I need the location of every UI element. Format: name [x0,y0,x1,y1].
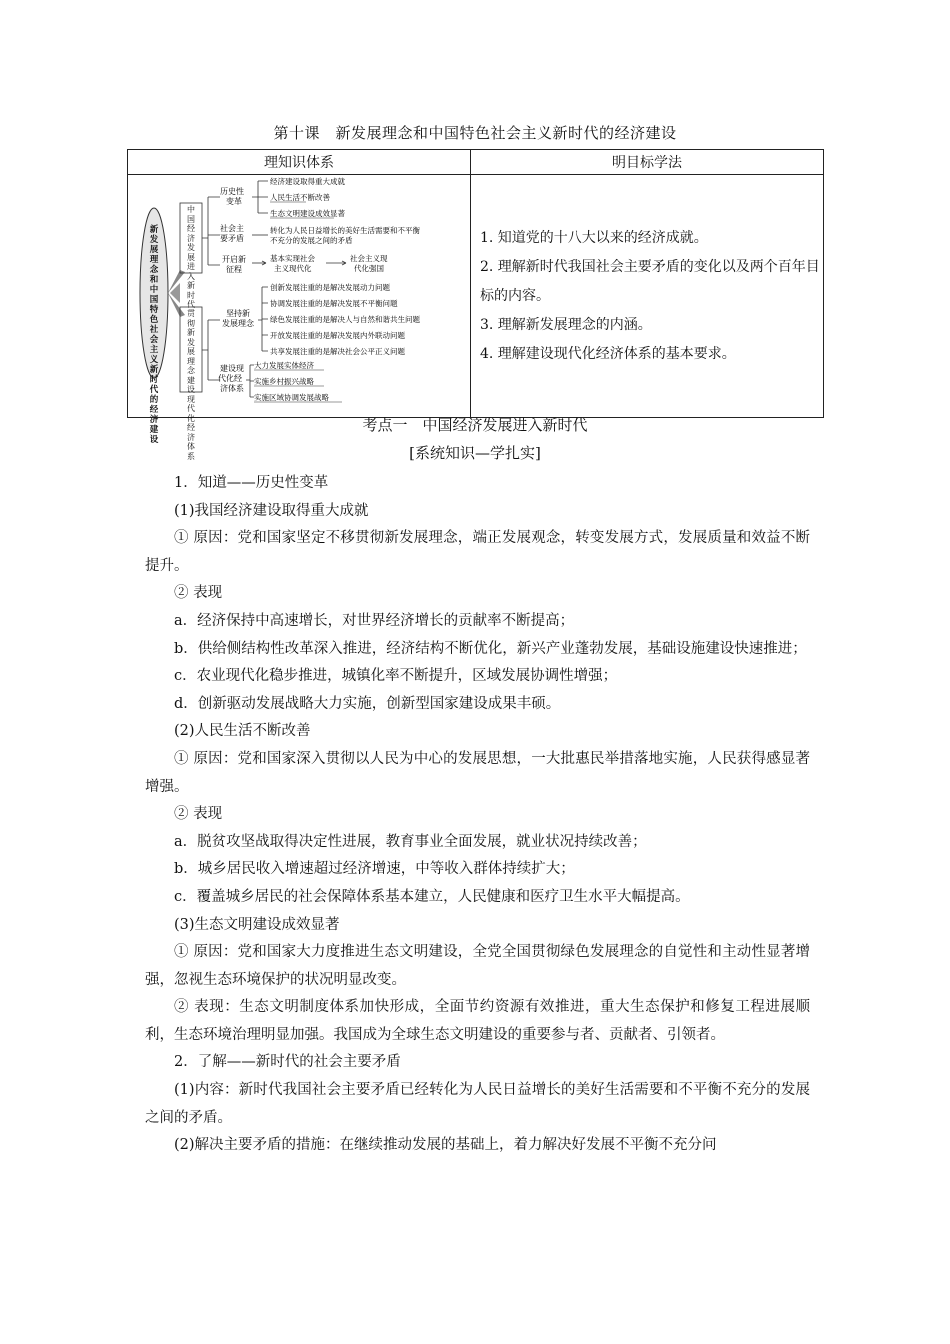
node-conflict-1: 社会主 [220,224,244,233]
hist-leaf-2: 人民生活不断改善 [270,193,330,202]
idea-leaf-1: 创新发展注重的是解决发展动力问题 [270,283,390,292]
paragraph: (2)人民生活不断改善 [174,723,311,740]
node-idea-1: 坚持新 [226,309,250,318]
idea-leaf-5: 共享发展注重的是解决社会公平正义问题 [270,347,405,356]
mind-map-cell [128,175,471,461]
paragraph: 2．了解——新时代的社会主要矛盾 [174,1054,401,1071]
goal-1: 1. 知道党的十八大以来的经济成就。 [480,229,708,246]
new-leaf-2: 主义现代化 [274,264,312,273]
section-heading: 考点一 中国经济发展进入新时代 [362,416,588,434]
node-new-2: 征程 [226,265,242,274]
idea-leaf-3: 绿色发展注重的是解决人与自然和谐共生问题 [270,315,420,324]
goals-cell [471,175,824,418]
paragraph: ① 原因：党和国家大力度推进生态文明建设，全党全国贯彻绿色发展理念的自觉性和主动性显著增强，忽视生态环境保护的状况明显改变。 [145,944,810,988]
new-leaf-4: 代化强国 [354,264,384,273]
system-leaf-1: 大力发展实体经济 [254,361,314,370]
paragraph: b．城乡居民收入增速超过经济增速，中等收入群体持续扩大； [174,861,575,878]
paragraph: (1)内容：新时代我国社会主要矛盾已经转化为人民日益增长的美好生活需要和不平衡不充分的发展之间的矛盾。 [145,1082,810,1126]
node-history-1: 历史性 [220,187,244,196]
idea-leaf-4: 开放发展注重的是解决发展内外联动问题 [270,331,405,340]
hist-leaf-1: 经济建设取得重大成就 [270,177,345,186]
node-idea-2: 发展理念 [222,319,254,328]
branch1-label: 中国经济发展进入新时代 [187,205,195,309]
paragraph: ① 原因：党和国家坚定不移贯彻新发展理念，端正发展观念，转变发展方式，发展质量和效益不断提升。 [145,530,810,574]
paragraph: ② 表现 [174,806,223,823]
paragraph: c．覆盖城乡居民的社会保障体系基本建立，人民健康和医疗卫生水平大幅提高。 [174,888,690,905]
paragraph: ② 表现：生态文明制度体系加快形成，全面节约资源有效推进，重大生态保护和修复工程进展顺利，生态环境治理明显加强。我国成为全球生态文明建设的重要参与者、贡献者、引领者。 [145,999,810,1043]
new-leaf-3: 社会主义现 [350,254,388,263]
idea-leaf-2: 协调发展注重的是解决发展不平衡问题 [270,299,398,308]
branch2-label: 贯彻新发展理念建设现代化经济体系 [187,309,195,461]
node-system-3: 济体系 [220,384,244,393]
system-leaf-2: 实施乡村振兴战略 [254,377,314,386]
paragraph: a．经济保持中高速增长，对世界经济增长的贡献率不断提高； [174,612,575,629]
conflict-leaf-1: 转化为人民日益增长的美好生活需要和不平衡 [270,226,420,235]
paragraph: a．脱贫攻坚战取得决定性进展，教育事业全面发展，就业状况持续改善； [174,833,647,850]
mind-map [128,175,470,461]
node-conflict-2: 要矛盾 [220,234,244,243]
conflict-leaf-2: 不充分的发展之间的矛盾 [270,236,353,245]
body-text [145,470,810,1160]
system-leaf-3: 实施区域协调发展战略 [254,393,329,402]
lesson-title: 第十课 新发展理念和中国特色社会主义新时代的经济建设 [273,124,677,142]
paragraph: c．农业现代化稳步推进，城镇化率不断提升，区域发展协调性增强； [174,668,618,685]
paragraph: ② 表现 [174,585,223,602]
hist-leaf-3: 生态文明建设成效显著 [270,209,345,218]
col-header-goals: 明目标学法 [471,150,824,175]
paragraph: (2)解决主要矛盾的措施：在继续推动发展的基础上，着力解决好发展不平衡不充分问 [174,1137,717,1154]
paragraph: (1)我国经济建设取得重大成就 [174,502,369,519]
root-label: 新发展理念和中国特色社会主义新时代的经济建设 [149,225,159,445]
goal-4: 4. 理解建设现代化经济体系的基本要求。 [480,345,736,362]
paragraph: b．供给侧结构性改革深入推进，经济结构不断优化，新兴产业蓬勃发展，基础设施建设快速推进； [174,640,807,657]
paragraph: 1．知道——历史性变革 [174,475,329,491]
section-subheading: [系统知识—学扎实] [409,444,541,462]
goal-2: 2. 理解新时代我国社会主要矛盾的变化以及两个百年目标的内容。 [480,258,820,304]
node-system-1: 建设现 [220,364,244,373]
new-leaf-1: 基本实现社会 [270,254,315,263]
node-system-2: 代化经 [218,374,242,383]
goal-3: 3. 理解新发展理念的内涵。 [480,316,652,333]
paragraph: ① 原因：党和国家深入贯彻以人民为中心的发展思想，一大批惠民举措落地实施，人民获得感显著增强。 [145,750,810,795]
paragraph: (3)生态文明建设成效显著 [174,916,340,933]
col-header-knowledge: 理知识体系 [128,150,471,175]
paragraph: d．创新驱动发展战略大力实施，创新型国家建设成果丰硕。 [174,695,561,712]
node-new-1: 开启新 [222,255,246,264]
node-history-2: 变革 [226,197,242,206]
